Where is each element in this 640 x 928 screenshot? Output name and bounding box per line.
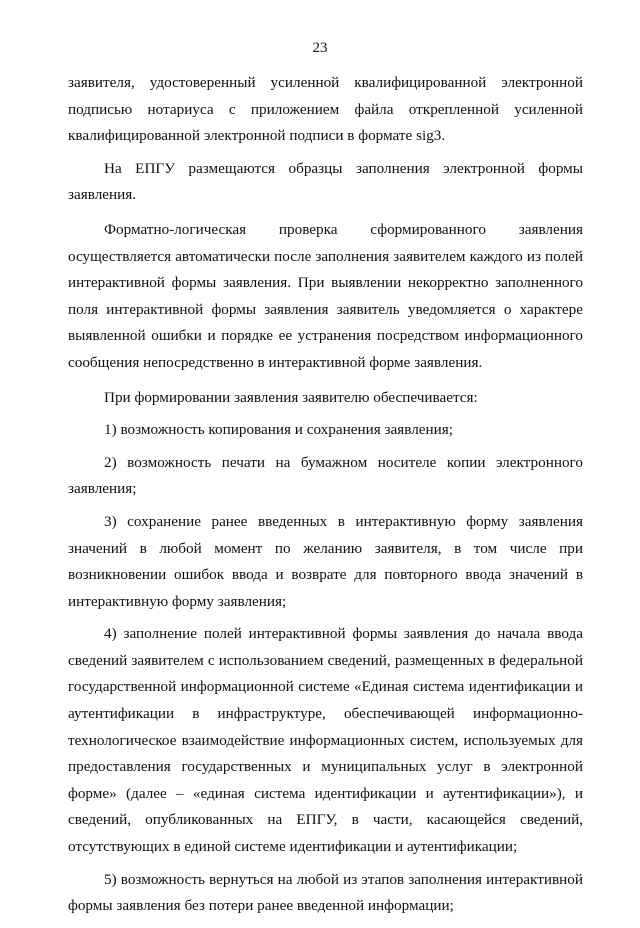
- page-number: 23: [312, 40, 328, 56]
- document-body: [68, 70, 583, 928]
- list-item-1: 1) возможность копирования и сохранения заявления;: [104, 421, 453, 439]
- paragraph-format-check: Форматно-логическая проверка сформированного заявления осуществляется автоматически после заполнения заявителем каждого из полей интерактивной формы заявления. При выявлении некорректно заполненного поля интерактивной формы заявления заявитель уведомляется о характере выявленной ошибки и порядке ее устранения посредством информационного сообщения непосредственно в интерактивной форме заявления.: [68, 220, 583, 371]
- paragraph-continuation: заявителя, удостоверенный усиленной квалифицированной электронной подписью нотариуса с приложением файла открепленной усиленной квалифицированной электронной подписи в формате sig3.: [68, 74, 583, 145]
- list-item-4: 4) заполнение полей интерактивной формы заявления до начала ввода сведений заявителем с использованием сведений, размещенных в федеральной государственной информационной системе «Единая система идентификации и аутентификации в инфраструктуре, обеспечивающей информационно-технологическое взаимодействие информационных систем, используемых для предоставления государственных и муниципальных услуг в электронной форме» (далее – «единая система идентификации и аутентификации»), и сведений, опубликованных на ЕПГУ, в части, касающейся сведений, отсутствующих в единой системе идентификации и аутентификации;: [68, 625, 583, 856]
- paragraph-samples: На ЕПГУ размещаются образцы заполнения электронной формы заявления.: [68, 159, 583, 204]
- paragraph-provided-intro: При формировании заявления заявителю обеспечивается:: [104, 388, 478, 406]
- list-item-5: 5) возможность вернуться на любой из этапов заполнения интерактивной формы заявления без потери ранее введенной информации;: [68, 870, 583, 915]
- list-item-3: 3) сохранение ранее введенных в интерактивную форму заявления значений в любой момент по желанию заявителя, в том числе при возникновении ошибок ввода и возврате для повторного ввода значений в интерактивную форму заявления;: [68, 512, 583, 610]
- list-item-2: 2) возможность печати на бумажном носителе копии электронного заявления;: [68, 453, 583, 498]
